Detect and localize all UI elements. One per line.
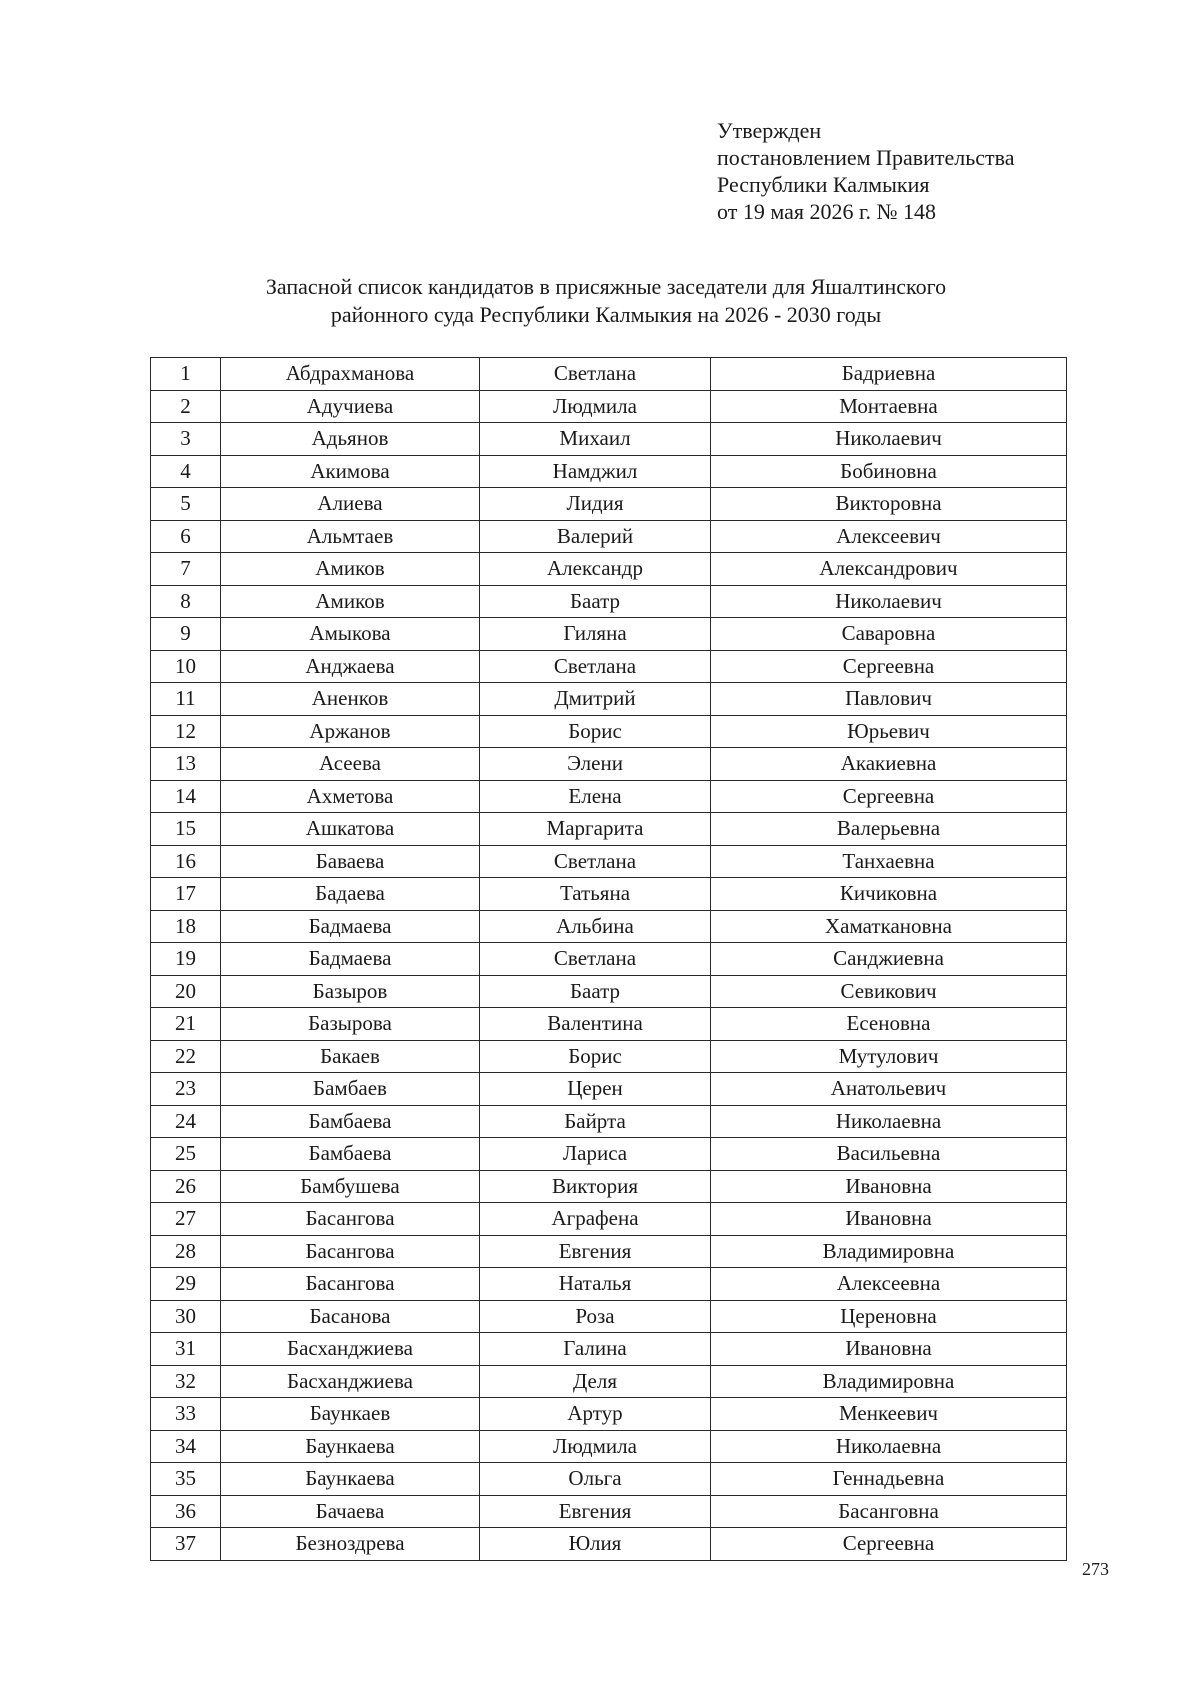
row-number-cell: 25 bbox=[151, 1138, 221, 1171]
table-row bbox=[151, 358, 1067, 391]
patronymic-cell: Акакиевна bbox=[711, 748, 1067, 781]
patronymic-cell: Юрьевич bbox=[711, 715, 1067, 748]
table-row bbox=[151, 618, 1067, 651]
patronymic-cell: Монтаевна bbox=[711, 390, 1067, 423]
surname-cell: Бамбаева bbox=[221, 1138, 480, 1171]
row-number-cell: 30 bbox=[151, 1300, 221, 1333]
row-number-cell: 12 bbox=[151, 715, 221, 748]
patronymic-cell: Сергеевна bbox=[711, 650, 1067, 683]
row-number-cell: 4 bbox=[151, 455, 221, 488]
surname-cell: Бадмаева bbox=[221, 943, 480, 976]
first-name-cell: Борис bbox=[480, 715, 711, 748]
row-number-cell: 10 bbox=[151, 650, 221, 683]
surname-cell: Ашкатова bbox=[221, 813, 480, 846]
surname-cell: Бадмаева bbox=[221, 910, 480, 943]
patronymic-cell: Алексеевич bbox=[711, 520, 1067, 553]
table-row bbox=[151, 683, 1067, 716]
table-row bbox=[151, 585, 1067, 618]
first-name-cell: Татьяна bbox=[480, 878, 711, 911]
row-number-cell: 11 bbox=[151, 683, 221, 716]
table-row bbox=[151, 423, 1067, 456]
surname-cell: Бачаева bbox=[221, 1495, 480, 1528]
surname-cell: Басангова bbox=[221, 1203, 480, 1236]
first-name-cell: Артур bbox=[480, 1398, 711, 1431]
row-number-cell: 1 bbox=[151, 358, 221, 391]
row-number-cell: 23 bbox=[151, 1073, 221, 1106]
first-name-cell: Баатр bbox=[480, 975, 711, 1008]
first-name-cell: Светлана bbox=[480, 650, 711, 683]
surname-cell: Басханджиева bbox=[221, 1365, 480, 1398]
table-row bbox=[151, 910, 1067, 943]
row-number-cell: 8 bbox=[151, 585, 221, 618]
surname-cell: Алиева bbox=[221, 488, 480, 521]
first-name-cell: Елена bbox=[480, 780, 711, 813]
row-number-cell: 15 bbox=[151, 813, 221, 846]
patronymic-cell: Владимировна bbox=[711, 1365, 1067, 1398]
row-number-cell: 28 bbox=[151, 1235, 221, 1268]
surname-cell: Адучиева bbox=[221, 390, 480, 423]
table-row bbox=[151, 553, 1067, 586]
surname-cell: Анджаева bbox=[221, 650, 480, 683]
first-name-cell: Валерий bbox=[480, 520, 711, 553]
row-number-cell: 32 bbox=[151, 1365, 221, 1398]
patronymic-cell: Санджиевна bbox=[711, 943, 1067, 976]
patronymic-cell: Александрович bbox=[711, 553, 1067, 586]
row-number-cell: 35 bbox=[151, 1463, 221, 1496]
first-name-cell: Людмила bbox=[480, 1430, 711, 1463]
surname-cell: Баункаев bbox=[221, 1398, 480, 1431]
row-number-cell: 21 bbox=[151, 1008, 221, 1041]
surname-cell: Басанова bbox=[221, 1300, 480, 1333]
patronymic-cell: Николаевна bbox=[711, 1105, 1067, 1138]
surname-cell: Басангова bbox=[221, 1268, 480, 1301]
first-name-cell: Альбина bbox=[480, 910, 711, 943]
row-number-cell: 20 bbox=[151, 975, 221, 1008]
approval-line: Республики Калмыкия bbox=[717, 172, 930, 197]
surname-cell: Базырова bbox=[221, 1008, 480, 1041]
patronymic-cell: Хаматкановна bbox=[711, 910, 1067, 943]
first-name-cell: Аграфена bbox=[480, 1203, 711, 1236]
table-row bbox=[151, 943, 1067, 976]
surname-cell: Альмтаев bbox=[221, 520, 480, 553]
patronymic-cell: Валерьевна bbox=[711, 813, 1067, 846]
patronymic-cell: Павлович bbox=[711, 683, 1067, 716]
first-name-cell: Гиляна bbox=[480, 618, 711, 651]
approval-line: постановлением Правительства bbox=[717, 145, 1015, 170]
surname-cell: Амиков bbox=[221, 553, 480, 586]
patronymic-cell: Николаевич bbox=[711, 585, 1067, 618]
table-row bbox=[151, 1203, 1067, 1236]
table-row bbox=[151, 1040, 1067, 1073]
first-name-cell: Ольга bbox=[480, 1463, 711, 1496]
first-name-cell: Намджил bbox=[480, 455, 711, 488]
title-line: районного суда Республики Калмыкия на 2026 - 2030 годы bbox=[330, 302, 882, 327]
first-name-cell: Людмила bbox=[480, 390, 711, 423]
first-name-cell: Роза bbox=[480, 1300, 711, 1333]
table-row bbox=[151, 1495, 1067, 1528]
row-number-cell: 27 bbox=[151, 1203, 221, 1236]
row-number-cell: 14 bbox=[151, 780, 221, 813]
page-number: 273 bbox=[1082, 1559, 1109, 1579]
table-row bbox=[151, 1008, 1067, 1041]
table-row bbox=[151, 1138, 1067, 1171]
patronymic-cell: Танхаевна bbox=[711, 845, 1067, 878]
patronymic-cell: Есеновна bbox=[711, 1008, 1067, 1041]
patronymic-cell: Сергеевна bbox=[711, 780, 1067, 813]
table-row bbox=[151, 975, 1067, 1008]
first-name-cell: Александр bbox=[480, 553, 711, 586]
table-row bbox=[151, 1073, 1067, 1106]
row-number-cell: 2 bbox=[151, 390, 221, 423]
patronymic-cell: Викторовна bbox=[711, 488, 1067, 521]
patronymic-cell: Менкеевич bbox=[711, 1398, 1067, 1431]
patronymic-cell: Севикович bbox=[711, 975, 1067, 1008]
surname-cell: Адьянов bbox=[221, 423, 480, 456]
table-row bbox=[151, 455, 1067, 488]
row-number-cell: 13 bbox=[151, 748, 221, 781]
table-row bbox=[151, 1300, 1067, 1333]
table-row bbox=[151, 845, 1067, 878]
candidates-table bbox=[150, 357, 1067, 1561]
patronymic-cell: Саваровна bbox=[711, 618, 1067, 651]
first-name-cell: Лидия bbox=[480, 488, 711, 521]
first-name-cell: Евгения bbox=[480, 1235, 711, 1268]
surname-cell: Бамбушева bbox=[221, 1170, 480, 1203]
table-row bbox=[151, 780, 1067, 813]
first-name-cell: Валентина bbox=[480, 1008, 711, 1041]
candidates-table-body bbox=[151, 358, 1067, 1561]
surname-cell: Бакаев bbox=[221, 1040, 480, 1073]
row-number-cell: 24 bbox=[151, 1105, 221, 1138]
table-row bbox=[151, 1463, 1067, 1496]
first-name-cell: Элени bbox=[480, 748, 711, 781]
first-name-cell: Наталья bbox=[480, 1268, 711, 1301]
first-name-cell: Михаил bbox=[480, 423, 711, 456]
row-number-cell: 3 bbox=[151, 423, 221, 456]
row-number-cell: 16 bbox=[151, 845, 221, 878]
patronymic-cell: Владимировна bbox=[711, 1235, 1067, 1268]
table-row bbox=[151, 813, 1067, 846]
table-row bbox=[151, 1528, 1067, 1561]
first-name-cell: Светлана bbox=[480, 358, 711, 391]
patronymic-cell: Николаевич bbox=[711, 423, 1067, 456]
title-line: Запасной список кандидатов в присяжные заседатели для Яшалтинского bbox=[265, 274, 947, 299]
first-name-cell: Баатр bbox=[480, 585, 711, 618]
surname-cell: Аненков bbox=[221, 683, 480, 716]
patronymic-cell: Кичиковна bbox=[711, 878, 1067, 911]
row-number-cell: 33 bbox=[151, 1398, 221, 1431]
row-number-cell: 7 bbox=[151, 553, 221, 586]
patronymic-cell: Басанговна bbox=[711, 1495, 1067, 1528]
table-row bbox=[151, 748, 1067, 781]
first-name-cell: Галина bbox=[480, 1333, 711, 1366]
first-name-cell: Виктория bbox=[480, 1170, 711, 1203]
first-name-cell: Байрта bbox=[480, 1105, 711, 1138]
row-number-cell: 31 bbox=[151, 1333, 221, 1366]
surname-cell: Амиков bbox=[221, 585, 480, 618]
approval-line: Утвержден bbox=[717, 118, 822, 143]
surname-cell: Бамбаева bbox=[221, 1105, 480, 1138]
table-row bbox=[151, 1235, 1067, 1268]
surname-cell: Ахметова bbox=[221, 780, 480, 813]
row-number-cell: 19 bbox=[151, 943, 221, 976]
patronymic-cell: Ивановна bbox=[711, 1203, 1067, 1236]
table-row bbox=[151, 520, 1067, 553]
surname-cell: Безноздрева bbox=[221, 1528, 480, 1561]
row-number-cell: 26 bbox=[151, 1170, 221, 1203]
patronymic-cell: Васильевна bbox=[711, 1138, 1067, 1171]
table-row bbox=[151, 1430, 1067, 1463]
patronymic-cell: Николаевна bbox=[711, 1430, 1067, 1463]
surname-cell: Бамбаев bbox=[221, 1073, 480, 1106]
patronymic-cell: Цереновна bbox=[711, 1300, 1067, 1333]
patronymic-cell: Ивановна bbox=[711, 1170, 1067, 1203]
first-name-cell: Юлия bbox=[480, 1528, 711, 1561]
table-row bbox=[151, 715, 1067, 748]
row-number-cell: 9 bbox=[151, 618, 221, 651]
row-number-cell: 29 bbox=[151, 1268, 221, 1301]
row-number-cell: 36 bbox=[151, 1495, 221, 1528]
surname-cell: Баункаева bbox=[221, 1463, 480, 1496]
row-number-cell: 6 bbox=[151, 520, 221, 553]
table-row bbox=[151, 1170, 1067, 1203]
surname-cell: Акимова bbox=[221, 455, 480, 488]
approval-date: от 19 мая 2026 г. № 148 bbox=[717, 199, 937, 224]
row-number-cell: 22 bbox=[151, 1040, 221, 1073]
surname-cell: Аржанов bbox=[221, 715, 480, 748]
surname-cell: Басханджиева bbox=[221, 1333, 480, 1366]
first-name-cell: Дмитрий bbox=[480, 683, 711, 716]
table-row bbox=[151, 1365, 1067, 1398]
table-row bbox=[151, 390, 1067, 423]
row-number-cell: 37 bbox=[151, 1528, 221, 1561]
patronymic-cell: Анатольевич bbox=[711, 1073, 1067, 1106]
patronymic-cell: Ивановна bbox=[711, 1333, 1067, 1366]
patronymic-cell: Геннадьевна bbox=[711, 1463, 1067, 1496]
patronymic-cell: Сергеевна bbox=[711, 1528, 1067, 1561]
approval-block bbox=[717, 117, 1015, 225]
row-number-cell: 5 bbox=[151, 488, 221, 521]
table-row bbox=[151, 650, 1067, 683]
first-name-cell: Церен bbox=[480, 1073, 711, 1106]
surname-cell: Базыров bbox=[221, 975, 480, 1008]
patronymic-cell: Бадриевна bbox=[711, 358, 1067, 391]
patronymic-cell: Бобиновна bbox=[711, 455, 1067, 488]
first-name-cell: Светлана bbox=[480, 845, 711, 878]
row-number-cell: 34 bbox=[151, 1430, 221, 1463]
table-row bbox=[151, 488, 1067, 521]
table-row bbox=[151, 1105, 1067, 1138]
table-row bbox=[151, 1333, 1067, 1366]
first-name-cell: Маргарита bbox=[480, 813, 711, 846]
first-name-cell: Светлана bbox=[480, 943, 711, 976]
first-name-cell: Евгения bbox=[480, 1495, 711, 1528]
surname-cell: Басангова bbox=[221, 1235, 480, 1268]
surname-cell: Бадаева bbox=[221, 878, 480, 911]
first-name-cell: Деля bbox=[480, 1365, 711, 1398]
surname-cell: Баункаева bbox=[221, 1430, 480, 1463]
surname-cell: Баваева bbox=[221, 845, 480, 878]
patronymic-cell: Алексеевна bbox=[711, 1268, 1067, 1301]
surname-cell: Асеева bbox=[221, 748, 480, 781]
table-row bbox=[151, 1268, 1067, 1301]
row-number-cell: 17 bbox=[151, 878, 221, 911]
document-title bbox=[150, 273, 1062, 329]
table-row bbox=[151, 1398, 1067, 1431]
first-name-cell: Борис bbox=[480, 1040, 711, 1073]
table-row bbox=[151, 878, 1067, 911]
patronymic-cell: Мутулович bbox=[711, 1040, 1067, 1073]
row-number-cell: 18 bbox=[151, 910, 221, 943]
surname-cell: Абдрахманова bbox=[221, 358, 480, 391]
first-name-cell: Лариса bbox=[480, 1138, 711, 1171]
surname-cell: Амыкова bbox=[221, 618, 480, 651]
